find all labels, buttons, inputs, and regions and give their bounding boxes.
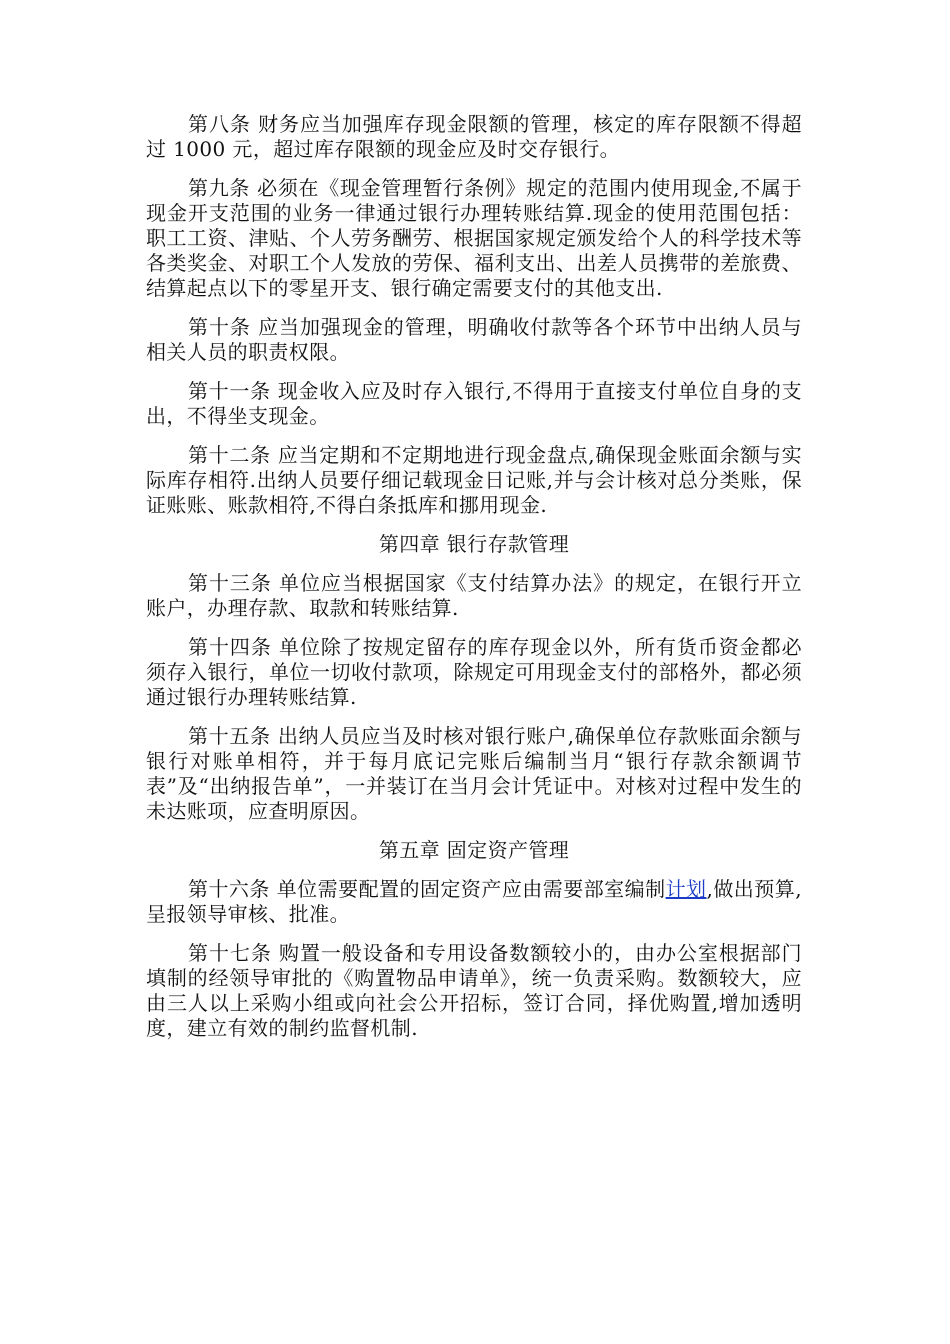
chapter-4-heading: 第四章 银行存款管理 (378, 532, 570, 556)
article-16-text-after: ,做出预算,呈报领导审核、批准。 (146, 877, 802, 926)
article-13: 第十三条 单位应当根据国家《支付结算办法》的规定，在银行开立账户，办理存款、取款和转账结算. (146, 571, 802, 620)
article-10: 第十条 应当加强现金的管理，明确收付款等各个环节中出纳人员与相关人员的职责权限。 (146, 315, 802, 364)
article-16-text-before: 第十六条 单位需要配置的固定资产应由需要部室编制 (188, 877, 666, 901)
article-17: 第十七条 购置一般设备和专用设备数额较小的，由办公室根据部门填制的经领导审批的《购置物品申请单》，统一负责采购。数额较大，应由三人以上采购小组或向社会公开招标，签订合同，择优购置,增加透明度，建立有效的制约监督机制. (146, 941, 802, 1040)
article-9: 第九条 必须在《现金管理暂行条例》规定的范围内使用现金,不属于现金开支范围的业务一律通过银行办理转账结算.现金的使用范围包括：职工工资、津贴、个人劳务酬劳、根据国家规定颁发给个人的科学技术等各类奖金、对职工个人发放的劳保、福利支出、出差人员携带的差旅费、结算起点以下的零星开支、银行确定需要支付的其他支出. (146, 176, 802, 300)
chapter-5-heading: 第五章 固定资产管理 (378, 838, 570, 862)
article-14: 第十四条 单位除了按规定留存的库存现金以外，所有货币资金都必须存入银行，单位一切收付款项，除规定可用现金支付的部格外，都必须通过银行办理转账结算. (146, 635, 802, 709)
article-12: 第十二条 应当定期和不定期地进行现金盘点,确保现金账面余额与实际库存相符.出纳人员要仔细记载现金日记账,并与会计核对总分类账，保证账账、账款相符,不得白条抵库和挪用现金. (146, 443, 802, 517)
article-8: 第八条 财务应当加强库存现金限额的管理，核定的库存限额不得超过 1000 元，超过库存限额的现金应及时交存银行。 (146, 112, 802, 161)
plan-link[interactable]: 计划 (665, 877, 707, 901)
article-15: 第十五条 出纳人员应当及时核对银行账户,确保单位存款账面余额与银行对账单相符，并于每月底记完账后编制当月“银行存款余额调节表”及“出纳报告单”，一并装订在当月会计凭证中。对核对过程中发生的未达账项，应查明原因。 (146, 724, 802, 823)
document-page (146, 112, 802, 1055)
article-16 (146, 877, 802, 927)
article-11: 第十一条 现金收入应及时存入银行,不得用于直接支付单位自身的支出，不得坐支现金。 (146, 379, 802, 428)
